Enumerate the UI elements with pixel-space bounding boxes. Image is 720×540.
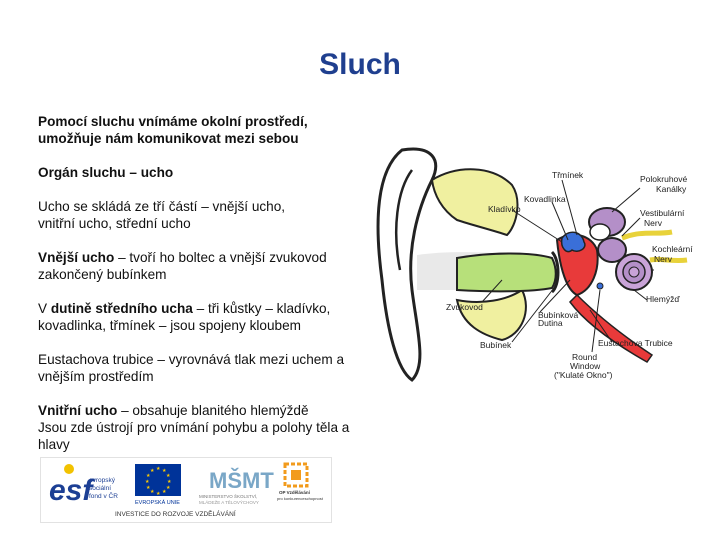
label-bubinkova-1: Bubínková — [538, 310, 579, 320]
svg-text:★: ★ — [156, 491, 161, 497]
svg-text:OP Vzdělávání: OP Vzdělávání — [279, 490, 310, 495]
label-zvukovod: Zvukovod — [446, 302, 483, 312]
cartilage-lower — [457, 290, 526, 340]
logo-footer-text: INVESTICE DO ROZVOJE VZDĚLÁVÁNÍ — [115, 511, 236, 518]
svg-text:MŠMT: MŠMT — [209, 468, 274, 493]
paragraph-organ: Orgán sluchu – ucho — [38, 165, 174, 180]
slide-body — [38, 113, 368, 470]
svg-text:esf: esf — [49, 474, 93, 507]
msmt-logo — [199, 468, 274, 505]
ossicles — [562, 232, 585, 251]
label-kochlearni-2: Nerv — [654, 254, 672, 264]
svg-text:sociální: sociální — [89, 485, 112, 492]
label-trminek: Třmínek — [552, 170, 584, 180]
label-bubinek: Bubínek — [480, 340, 512, 350]
svg-text:★: ★ — [150, 489, 155, 495]
svg-text:★: ★ — [166, 485, 171, 491]
vestibular-nerve — [622, 232, 672, 238]
svg-text:★: ★ — [166, 473, 171, 479]
svg-text:★: ★ — [146, 485, 151, 491]
label-kovadlinka: Kovadlinka — [524, 194, 566, 204]
svg-text:fond v ČR: fond v ČR — [89, 493, 118, 500]
label-kladivko: Kladívko — [488, 204, 521, 214]
esf-logo — [49, 464, 118, 507]
label-round-1: Round — [572, 352, 598, 362]
slide-title: Sluch — [319, 48, 401, 81]
label-eustachova: Eustachova Trubice — [598, 338, 673, 348]
svg-text:★: ★ — [150, 468, 155, 474]
paragraph-parts: Ucho se skládá ze tří částí – vnější ucho, vnitřní ucho, střední ucho — [38, 199, 286, 231]
paragraph-inner-ear: Vnitřní ucho – obsahuje blanitého hlemýždě Jsou zde ústrojí pro vnímání pohybu a polohy těla a hlavy — [38, 403, 350, 452]
label-polokruhove-2: Kanálky — [656, 184, 687, 194]
label-kochlearni-1: Kochleární — [652, 244, 693, 254]
ear-canal-green — [457, 254, 556, 292]
label-polokruhove-1: Polokruhové — [640, 174, 688, 184]
label-bubinkova-2: Dutina — [538, 318, 563, 328]
label-vestibularni-2: Nerv — [644, 218, 662, 228]
paragraph-intro: Pomocí sluchu vnímáme okolní prostředí, umožňuje nám komunikovat mezi sebou — [38, 114, 308, 146]
svg-text:evropský: evropský — [89, 477, 116, 484]
paragraph-outer-ear: Vnější ucho – tvoří ho boltec a vnější zvukovod zakončený bubínkem — [38, 250, 327, 282]
label-round-2: Window — [570, 361, 601, 371]
round-window — [597, 283, 603, 289]
svg-text:★: ★ — [167, 479, 172, 485]
cartilage — [432, 169, 517, 235]
op-logo — [277, 464, 324, 501]
svg-text:MINISTERSTVO ŠKOLSTVÍ,: MINISTERSTVO ŠKOLSTVÍ, — [199, 494, 258, 499]
svg-text:EVROPSKÁ UNIE: EVROPSKÁ UNIE — [135, 500, 180, 506]
paragraph-middle-ear: V dutině středního ucha – tři kůstky – kladívko, kovadlinka, třmínek – jsou spojeny kloubem — [38, 301, 331, 333]
svg-text:★: ★ — [162, 489, 167, 495]
logo-strip-graphic — [41, 458, 331, 522]
ear-diagram — [372, 140, 712, 390]
label-vestibularni-1: Vestibulární — [640, 208, 685, 218]
label-round-3: ("Kulaté Okno") — [554, 370, 613, 380]
label-hlemyzd: Hlemýžď — [646, 294, 680, 304]
svg-text:★: ★ — [145, 479, 150, 485]
eu-flag-logo — [135, 464, 181, 506]
svg-text:pro konkurenceschopnost: pro konkurenceschopnost — [277, 496, 323, 501]
paragraph-eustachian: Eustachova trubice – vyrovnává tlak mezi uchem a vnějším prostředím — [38, 352, 345, 384]
logo-strip — [40, 457, 332, 523]
svg-text:MLÁDEŽE A TĚLOVÝCHOVY: MLÁDEŽE A TĚLOVÝCHOVY — [199, 500, 259, 505]
svg-text:★: ★ — [156, 466, 161, 472]
svg-text:★: ★ — [146, 473, 151, 479]
svg-text:★: ★ — [162, 468, 167, 474]
